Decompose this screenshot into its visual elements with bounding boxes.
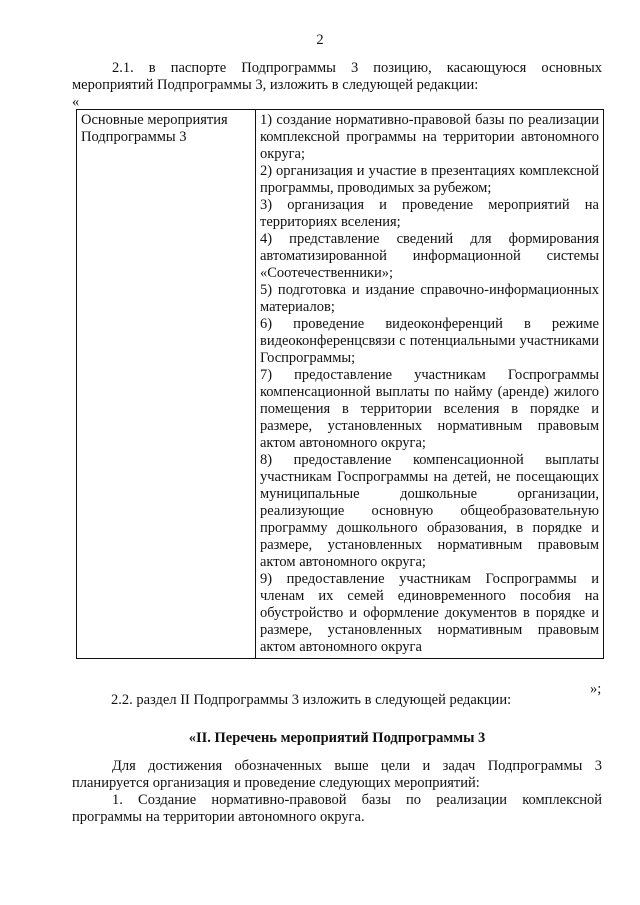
list-item: 6) проведение видеоконференций в режиме видеоконференцсвязи с потенциальными участниками Госпрограммы; bbox=[260, 316, 599, 366]
section-body bbox=[72, 758, 602, 826]
page-number: 2 bbox=[316, 32, 324, 48]
opening-quote: « bbox=[72, 94, 80, 110]
list-item: 7) предоставление участникам Госпрограммы компенсационной выплаты по найму (аренде) жилого помещения в территории вселения в порядке и размере, установленных нормативным правовым актом автономного округа; bbox=[260, 367, 599, 451]
list-item: 2) организация и участие в презентациях комплексной программы, проводимых за рубежом; bbox=[260, 163, 599, 196]
position-label-cell: Основные мероприятия Подпрограммы 3 bbox=[77, 110, 256, 659]
list-item: 3) организация и проведение мероприятий на территориях вселения; bbox=[260, 197, 599, 230]
body-paragraph: 1. Создание нормативно-правовой базы по реализации комплексной программы на территории автономного округа. bbox=[72, 792, 602, 825]
table-row bbox=[77, 110, 604, 659]
amendment-point-2-2: 2.2. раздел II Подпрограммы 3 изложить в следующей редакции: bbox=[111, 692, 512, 708]
list-item: 8) предоставление компенсационной выплаты участникам Госпрограммы на детей, не посещающих муниципальные дошкольные организации, реализующие основную общеобразовательную программу дошкольного образования, в порядке и размере, установленных нормативным правовым актом автономного округа; bbox=[260, 452, 599, 570]
body-paragraph: Для достижения обозначенных выше цели и задач Подпрограммы 3 планируется организация и проведение следующих мероприятий: bbox=[72, 758, 602, 791]
intro-paragraph: 2.1. в паспорте Подпрограммы 3 позицию, касающуюся основных мероприятий Подпрограммы 3, изложить в следующей редакции: bbox=[72, 60, 602, 93]
amendment-intro bbox=[72, 60, 602, 94]
section-title: «II. Перечень мероприятий Подпрограммы 3 bbox=[188, 730, 486, 746]
list-item: 9) предоставление участникам Госпрограммы и членам их семей единовременного пособия на обустройство и оформление документов в порядке и размере, установленных нормативным правовым актом автономного округа bbox=[260, 571, 599, 655]
list-item: 1) создание нормативно-правовой базы по реализации комплексной программы на территории автономного округа; bbox=[260, 112, 599, 162]
position-items-cell bbox=[256, 110, 604, 659]
list-item: 5) подготовка и издание справочно-информационных материалов; bbox=[260, 282, 599, 315]
list-item: 4) представление сведений для формирования автоматизированной информационной системы «Соотечественники»; bbox=[260, 231, 599, 281]
passport-position-table bbox=[76, 109, 604, 659]
closing-quote: »; bbox=[590, 681, 602, 697]
